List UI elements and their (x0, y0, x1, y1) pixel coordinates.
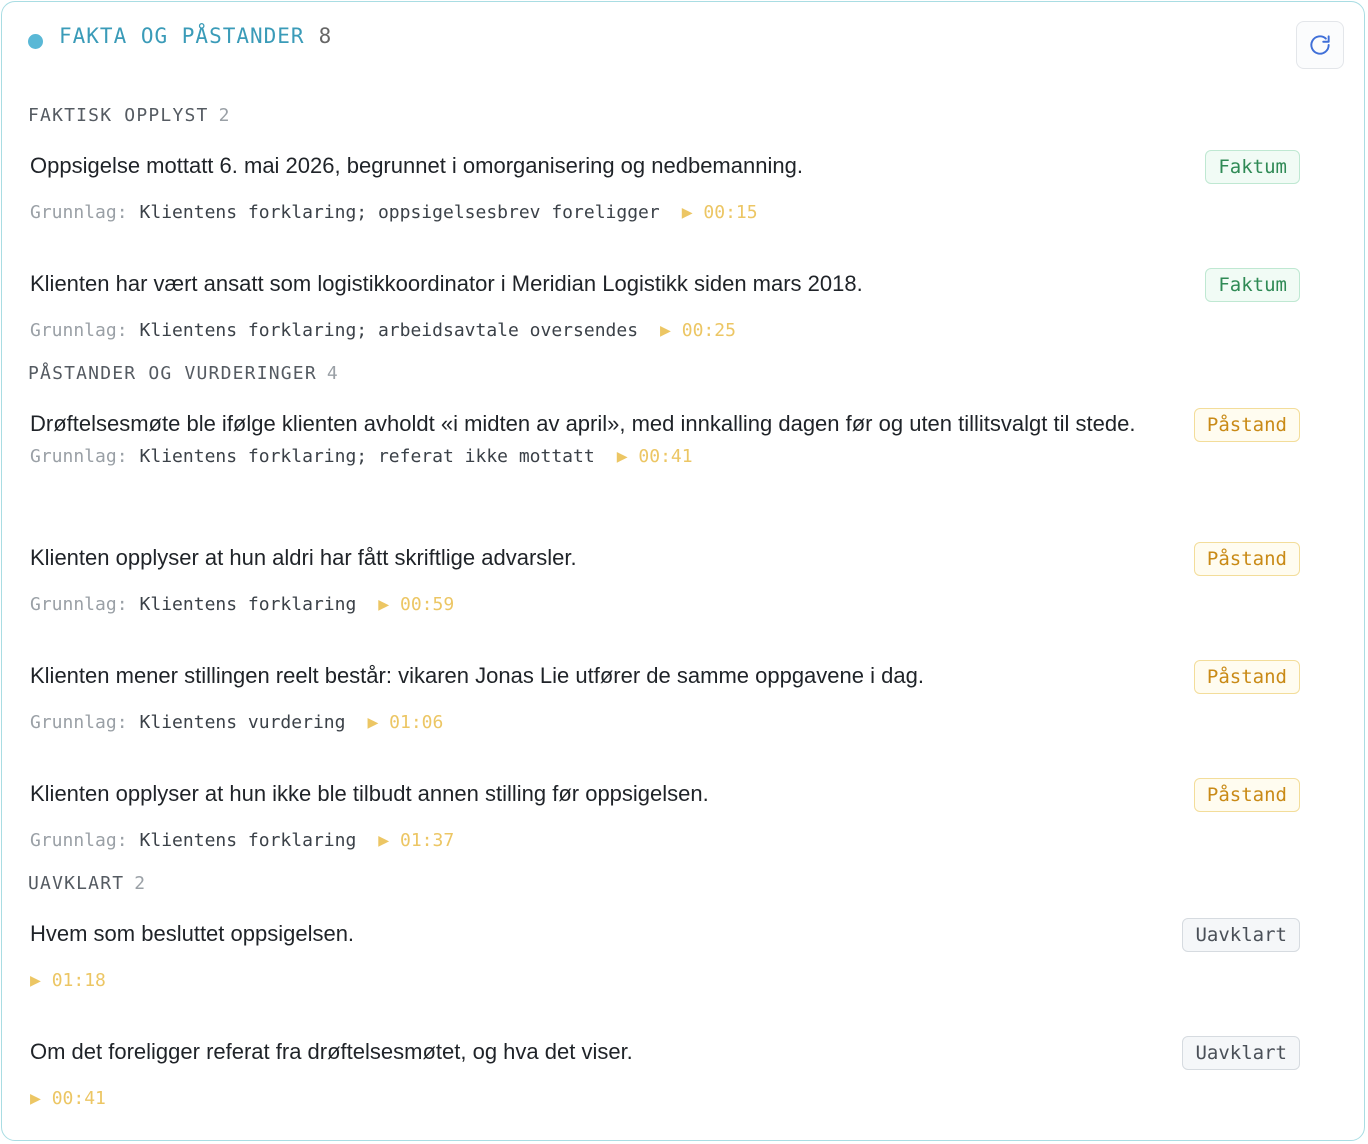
status-badge: Påstand (1194, 408, 1300, 442)
basis-value: Klientens forklaring (139, 830, 357, 851)
section-count: 2 (134, 873, 147, 894)
list-item (30, 268, 1300, 341)
list-item (30, 778, 1300, 851)
item-text: Oppsigelse mottatt 6. mai 2026, begrunnet i omorganisering og nedbemanning. (30, 153, 803, 178)
play-icon: ▶ (30, 970, 41, 991)
section-label-claims (28, 363, 339, 384)
item-meta (30, 594, 1300, 615)
list-item (30, 542, 1300, 615)
item-text: Klienten har vært ansatt som logistikkoordinator i Meridian Logistikk siden mars 2018. (30, 271, 863, 296)
timestamp-link[interactable]: ▶ 01:06 (367, 712, 444, 733)
section-count: 4 (326, 363, 339, 384)
status-badge: Uavklart (1182, 1036, 1300, 1070)
timestamp-link[interactable]: ▶ 00:41 (30, 1088, 106, 1109)
basis-label: Grunnlag: (30, 202, 128, 223)
item-text: Klienten opplyser at hun ikke ble tilbudt annen stilling før oppsigelsen. (30, 781, 709, 806)
play-icon: ▶ (367, 712, 379, 733)
section-title: FAKTISK OPPLYST (28, 105, 209, 126)
play-icon: ▶ (681, 202, 693, 223)
basis-label: Grunnlag: (30, 830, 128, 851)
list-item (30, 918, 1300, 991)
basis-value: Klientens vurdering (139, 712, 346, 733)
basis-label: Grunnlag: (30, 446, 128, 467)
item-meta (30, 970, 1300, 991)
status-badge: Påstand (1194, 660, 1300, 694)
basis-value: Klientens forklaring; referat ikke mottatt (139, 446, 595, 467)
item-text: Klienten opplyser at hun aldri har fått skriftlige advarsler. (30, 545, 577, 570)
timestamp-link[interactable]: ▶ 00:15 (681, 202, 758, 223)
play-icon: ▶ (30, 1088, 41, 1109)
panel-title: FAKTA OG PÅSTANDER (59, 24, 305, 48)
facts-panel (1, 1, 1365, 1141)
list-item (30, 150, 1300, 223)
timestamp-link[interactable]: ▶ 00:41 (616, 446, 693, 467)
list-item (30, 1036, 1300, 1109)
timestamp-link[interactable]: ▶ 01:18 (30, 970, 106, 991)
status-badge: Påstand (1194, 778, 1300, 812)
item-meta (30, 320, 1300, 341)
item-meta (30, 830, 1300, 851)
status-badge: Faktum (1205, 150, 1300, 184)
item-text: Om det foreligger referat fra drøftelsesmøtet, og hva det viser. (30, 1039, 633, 1064)
play-icon: ▶ (660, 320, 671, 341)
timestamp-link[interactable]: ▶ 00:59 (378, 594, 455, 615)
item-text: Klienten mener stillingen reelt består: vikaren Jonas Lie utfører de samme oppgavene i dag. (30, 663, 924, 688)
basis-label: Grunnlag: (30, 712, 128, 733)
section-count: 2 (218, 105, 231, 126)
section-label-unresolved (28, 873, 146, 894)
play-icon: ▶ (378, 594, 390, 615)
panel-header (28, 20, 331, 52)
section-label-fact (28, 105, 231, 126)
item-text: Hvem som besluttet oppsigelsen. (30, 921, 355, 946)
item-meta (30, 202, 1300, 223)
basis-label: Grunnlag: (30, 594, 128, 615)
timestamp-link[interactable]: ▶ 01:37 (378, 830, 455, 851)
item-meta (30, 1088, 1300, 1109)
basis-label: Grunnlag: (30, 320, 128, 341)
status-dot (28, 34, 43, 49)
refresh-icon (1307, 32, 1333, 58)
basis-value: Klientens forklaring; oppsigelsesbrev foreligger (139, 202, 660, 223)
panel-count: 8 (318, 24, 332, 48)
list-item (30, 660, 1300, 733)
item-text: Drøftelsesmøte ble ifølge klienten avholdt «i midten av april», med innkalling dagen før og uten tillitsvalgt til stede. (30, 411, 1136, 436)
section-title: PÅSTANDER OG VURDERINGER (28, 363, 317, 384)
item-meta (30, 446, 1300, 467)
basis-value: Klientens forklaring (139, 594, 357, 615)
status-badge: Faktum (1205, 268, 1300, 302)
play-icon: ▶ (378, 830, 390, 851)
refresh-button[interactable] (1296, 21, 1344, 69)
section-title: UAVKLART (28, 873, 125, 894)
play-icon: ▶ (616, 446, 628, 467)
status-badge: Uavklart (1182, 918, 1300, 952)
timestamp-link[interactable]: ▶ 00:25 (660, 320, 736, 341)
list-item (30, 408, 1300, 467)
item-meta (30, 712, 1300, 733)
status-badge: Påstand (1194, 542, 1300, 576)
basis-value: Klientens forklaring; arbeidsavtale oversendes (139, 320, 639, 341)
